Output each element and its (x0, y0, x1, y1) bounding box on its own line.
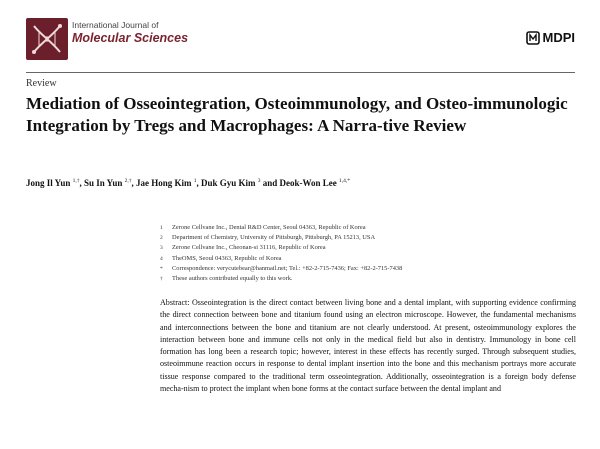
article-title: Mediation of Osseointegration, Osteoimmunology, and Osteo-immunologic Integration by Tregs and Macrophages: A Narra-tive Review (26, 94, 568, 135)
affiliation-item (160, 243, 580, 253)
author-name: Jong Il Yun (26, 178, 71, 188)
affiliation-item (160, 274, 580, 284)
affiliation-mark: 3 (160, 245, 163, 252)
journal-name-line2: Molecular Sciences (72, 30, 189, 45)
affiliation-item (160, 264, 580, 274)
affiliation-text: Zerone Cellvane Inc., Dental R&D Center, Seoul 04363, Republic of Korea (172, 224, 366, 231)
publisher-logo (526, 30, 576, 45)
affiliation-text: Zerone Cellvane Inc., Cheonan-si 31116, Republic of Korea (172, 244, 326, 252)
author-name: Jae Hong Kim (135, 178, 192, 188)
author-affiliation-mark: 1,† (72, 178, 80, 184)
author-affiliation-mark: 1,4,* (339, 178, 351, 184)
author-affiliation-mark: 2,† (124, 178, 132, 184)
publisher-name: MDPI (542, 30, 575, 45)
author-list: Jong Il Yun $^{1,\dagger}$, Su In Yun $^{2,\dagger}$, Jae Hong Kim $^1$, Duk Gyu Kim $^3$ and Deok-Won Lee $^{1,4,*}$ (26, 178, 351, 188)
author-name: Deok-Won Lee (279, 178, 337, 188)
affiliation-list (160, 223, 580, 284)
author-name: Su In Yun (83, 178, 123, 188)
article-type: Review (26, 78, 57, 89)
journal-dna-logo-icon (26, 18, 68, 60)
author-name: Duk Gyu Kim (200, 178, 256, 188)
affiliation-item (160, 223, 580, 233)
affiliation-item (160, 233, 580, 243)
affiliation-mark: 2 (160, 235, 163, 242)
author-affiliation-mark: 3 (257, 178, 261, 184)
affiliation-text: These authors contributed equally to this work. (172, 275, 293, 283)
affiliation-mark: 1 (160, 225, 163, 231)
header-divider (26, 72, 575, 73)
affiliation-text: Correspondence: verycutebear@hanmail.net; Tel.: +82-2-715-7436; Fax: +82-2-715-7438 (172, 264, 403, 272)
affiliation-text: Department of Chemistry, University of Pittsburgh, Pittsburgh, PA 15213, USA (172, 234, 376, 242)
journal-name-line1: International Journal of (72, 20, 159, 30)
mdpi-mark-icon (526, 31, 540, 45)
affiliation-mark: 4 (160, 255, 163, 262)
journal-name (72, 21, 188, 45)
affiliation-item (160, 254, 580, 264)
abstract-label: Abstract: (160, 298, 190, 307)
abstract-text: Osseointegration is the direct contact between living bone and a dental implant, with supporting evidence confirming the direct connection between bone and titanium found using an electron microscope. However, the fundamental mechanisms and interconnections between the bone and titanium are not clearly understood. At present, osteoimmunology explores the interaction between bone and immune cells not only in the medical field but also in dentistry. Immunology in bone cell formation has long been a research topic; however, interest in these effects has recently surged. Through subsequent studies, osteoimmune reaction occurs in response to dental implant insertion into the bone and this mechanism portrays more accurate tissue response compared to the traditional term osseointegration. Additionally, osseointegration is a foreign body defense mecha-nism to protect the implant when bone forms at the contact surface between the dental implant and (160, 298, 576, 394)
affiliation-text: TheOMS, Seoul 04363, Republic of Korea (172, 254, 282, 262)
author-affiliation-mark: 1 (193, 178, 197, 184)
abstract (160, 297, 576, 395)
affiliation-mark: † (160, 276, 163, 283)
affiliation-mark: * (160, 265, 163, 272)
